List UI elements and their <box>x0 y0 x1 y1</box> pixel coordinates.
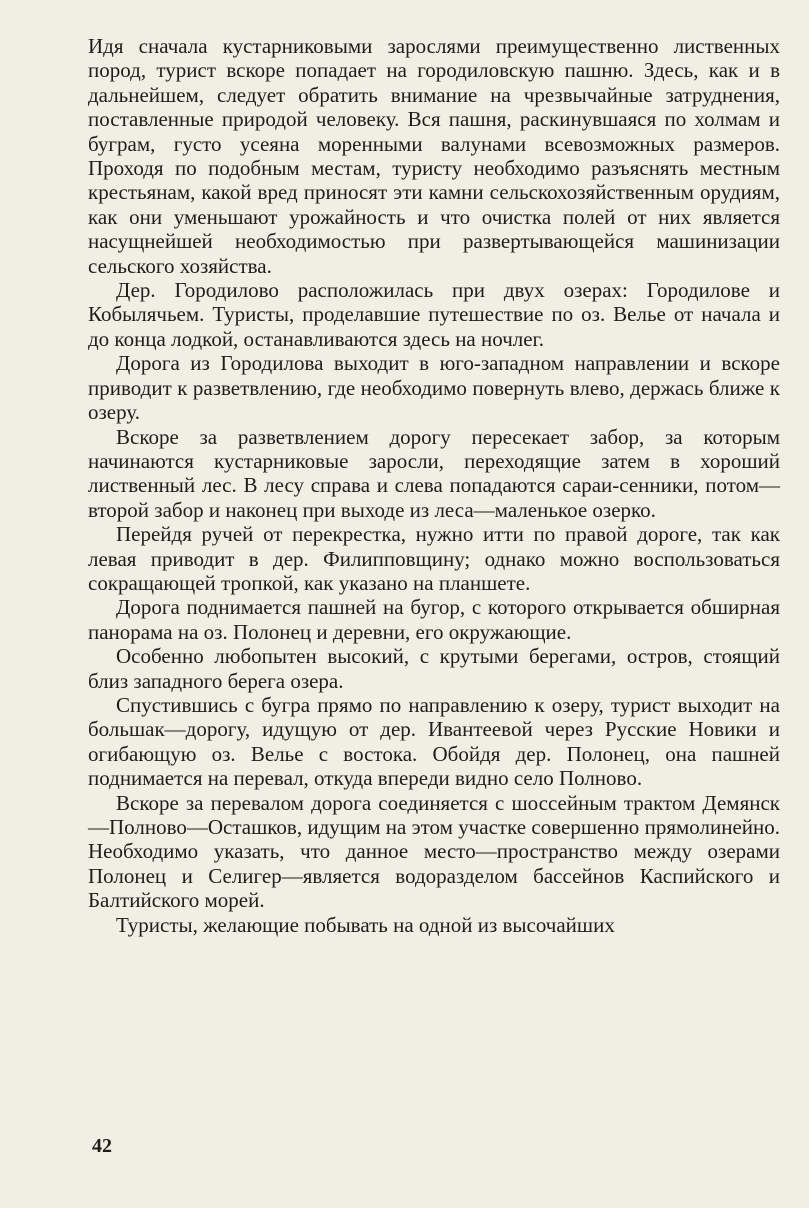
page-number: 42 <box>92 1135 112 1157</box>
paragraph: Вскоре за перевалом дорога соединяется с шоссейным трактом Демянск—Полново—Осташков, идущим на этом участке совершенно прямолинейно. Необходимо указать, что данное место—пространство между озерами Полонец и Селигер—является водоразделом бассейнов Каспийского и Балтийского морей. <box>88 790 780 913</box>
paragraph: Спустившись с бугра прямо по направлению к озеру, турист выходит на большак—дорогу, идущую от дер. Ивантеевой через Русские Новики и огибающую оз. Велье с востока. Обойдя дер. Полонец, она пашней поднимается на перевал, откуда впереди видно село Полново. <box>88 692 780 791</box>
paragraph: Особенно любопытен высокий, с крутыми берегами, остров, стоящий близ западного берега озера. <box>88 644 780 693</box>
paragraph: Туристы, желающие побывать на одной из высочайших <box>116 912 615 937</box>
body-text <box>88 34 780 937</box>
paragraph: Вскоре за разветвлением дорогу пересекает забор, за которым начинаются кустарниковые заросли, переходящие затем в хороший лиственный лес. В лесу справа и слева попадаются сараи-сенники, потом—второй забор и наконец при выходе из леса—маленькое озерко. <box>88 424 780 522</box>
paragraph: Перейдя ручей от перекрестка, нужно итти по правой дороге, так как левая приводит в дер. Филипповщину; однако можно воспользоваться сокращающей тропкой, как указано на планшете. <box>88 522 780 595</box>
paragraph: Идя сначала кустарниковыми зарослями преимущественно лиственных пород, турист вскоре попадает на городиловскую пашню. Здесь, как и в дальнейшем, следует обратить внимание на чрезвычайные затруднения, поставленные природой человеку. Вся пашня, раскинувшаяся по холмам и буграм, густо усеяна моренными валунами всевозможных размеров. Проходя по подобным местам, туристу необходимо разъяснять местным крестьянам, какой вред приносят эти камни сельскохозяйственным орудиям, как они уменьшают урожайность и что очистка полей от них является насущнейшей необходимостью при развертывающейся машинизации сельского хозяйства. <box>88 34 780 278</box>
paragraph: Дер. Городилово расположилась при двух озерах: Городилове и Кобылячьем. Туристы, проделавшие путешествие по оз. Велье от начала и до конца лодкой, останавливаются здесь на ночлег. <box>88 278 780 351</box>
paragraph: Дорога поднимается пашней на бугор, с которого открывается обширная панорама на оз. Полонец и деревни, его окружающие. <box>88 595 780 644</box>
paragraph: Дорога из Городилова выходит в юго-западном направлении и вскоре приводит к разветвлению, где необходимо повернуть влево, держась ближе к озеру. <box>88 351 780 425</box>
